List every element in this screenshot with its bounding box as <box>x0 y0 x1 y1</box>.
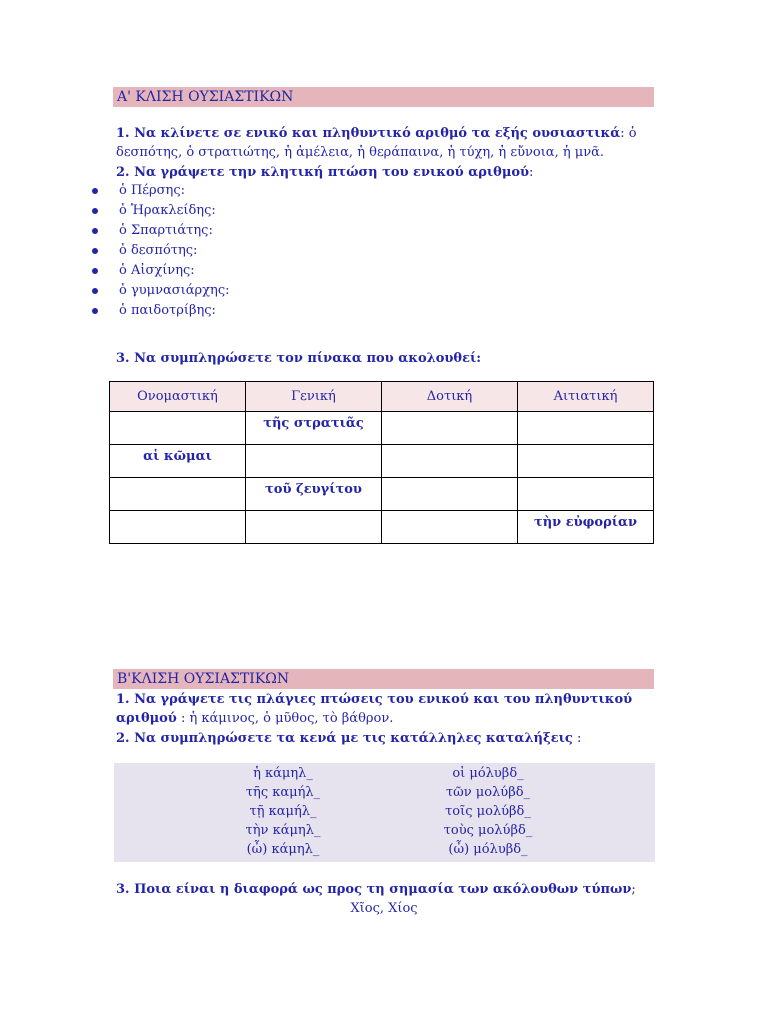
section-b-question-3 <box>116 880 656 899</box>
section-a-question-3: 3. Να συμπληρώσετε τον πίνακα που ακολουθεί: <box>116 351 482 366</box>
table-cell[interactable] <box>518 478 654 511</box>
table-cell[interactable] <box>382 412 518 445</box>
header-genitive: Γενική <box>246 382 382 412</box>
header-dative: Δοτική <box>382 382 518 412</box>
masculine-endings-column <box>428 764 548 859</box>
table-cell[interactable]: αἱ κῶμαι <box>110 445 246 478</box>
list-item: τῆς καμήλ_ <box>245 785 321 800</box>
table-cell[interactable] <box>246 445 382 478</box>
question-1-prompt: 1. Να γράψετε τις πλάγιες πτώσεις του ενικού και του πληθυντικού <box>116 692 633 707</box>
list-item: τῶν μολύβδ_ <box>445 785 531 800</box>
list-item: (ὦ) κάμηλ_ <box>246 842 320 857</box>
feminine-endings-column <box>228 764 338 859</box>
section-b-question-2 <box>116 729 656 748</box>
question-2-prompt: 2. Να γράψετε την κλητική πτώση του ενικού αριθμού <box>116 165 530 180</box>
section-a-question-1 <box>116 124 656 162</box>
list-item: ὁ Σπαρτιάτης: <box>92 221 229 241</box>
table-cell[interactable]: τὴν εὐφορίαν <box>518 511 654 544</box>
header-nominative: Ονομαστική <box>110 382 246 412</box>
list-item: τὴν κάμηλ_ <box>245 823 321 838</box>
table-cell[interactable] <box>518 412 654 445</box>
table-row <box>110 511 654 544</box>
table-cell[interactable]: τοῦ ζευγίτου <box>246 478 382 511</box>
question-2-prompt: 2. Να συμπληρώσετε τα κενά με τις κατάλληλες καταλήξεις <box>116 731 573 746</box>
list-item: οἱ μόλυβδ_ <box>452 766 524 781</box>
table-cell[interactable] <box>110 511 246 544</box>
list-item: ἡ κάμηλ_ <box>253 766 313 781</box>
table-row <box>110 445 654 478</box>
question-1-prompt: 1. Να κλίνετε σε ενικό και πληθυντικό αριθμό τα εξής ουσιαστικά <box>116 126 621 141</box>
list-item: ὁ Πέρσης: <box>92 181 229 201</box>
list-item: ὁ γυμνασιάρχης: <box>92 281 229 301</box>
table-header-row <box>110 382 654 412</box>
section-a-header: Α' ΚΛΙΣΗ ΟΥΣΙΑΣΤΙΚΩΝ <box>113 87 654 107</box>
table-cell[interactable] <box>518 445 654 478</box>
section-a-question-2 <box>116 163 656 182</box>
table-row <box>110 412 654 445</box>
section-b-question-1 <box>116 690 656 728</box>
list-item: τῇ καμήλ_ <box>249 804 317 819</box>
list-item: ὁ παιδοτρίβης: <box>92 301 229 321</box>
table-cell[interactable] <box>382 511 518 544</box>
list-item: ὁ δεσπότης: <box>92 241 229 261</box>
question-1-words: : ἡ κάμινος, ὁ μῦθος, τὸ βάθρον. <box>176 711 394 726</box>
list-item: (ὦ) μόλυβδ_ <box>448 842 528 857</box>
table-cell[interactable] <box>382 445 518 478</box>
question-1-prompt-cont: αριθμού <box>116 711 177 726</box>
question-3-mark: ; <box>631 882 636 897</box>
question-1-list: δεσπότης, ὁ στρατιώτης, ἡ ἀμέλεια, ἡ θεράπαινα, ἡ τύχη, ἡ εὔνοια, ἡ μνᾶ. <box>116 145 605 160</box>
vocative-list <box>92 181 229 321</box>
fill-in-box <box>114 763 655 862</box>
table-row <box>110 478 654 511</box>
question-2-colon: : <box>572 731 582 746</box>
list-item: τοὺς μολύβδ_ <box>443 823 533 838</box>
table-cell[interactable] <box>110 478 246 511</box>
list-item: τοῖς μολύβδ_ <box>445 804 531 819</box>
question-3-prompt: 3. Ποια είναι η διαφορά ως προς τη σημασία των ακόλουθων τύπων <box>116 882 632 897</box>
question-2-colon: : <box>529 165 534 180</box>
table-cell[interactable] <box>382 478 518 511</box>
header-accusative: Αιτιατική <box>518 382 654 412</box>
question-3-words: Χῖος, Χίος <box>350 901 418 916</box>
list-item: ὁ Αἰσχίνης: <box>92 261 229 281</box>
table-cell[interactable] <box>246 511 382 544</box>
table-cell[interactable]: τῆς στρατιᾶς <box>246 412 382 445</box>
question-1-list-start: : ὁ <box>620 126 637 141</box>
table-cell[interactable] <box>110 412 246 445</box>
section-b-header: Β'ΚΛΙΣΗ ΟΥΣΙΑΣΤΙΚΩΝ <box>113 669 654 689</box>
declension-table <box>109 381 654 544</box>
list-item: ὁ Ἡρακλείδης: <box>92 201 229 221</box>
